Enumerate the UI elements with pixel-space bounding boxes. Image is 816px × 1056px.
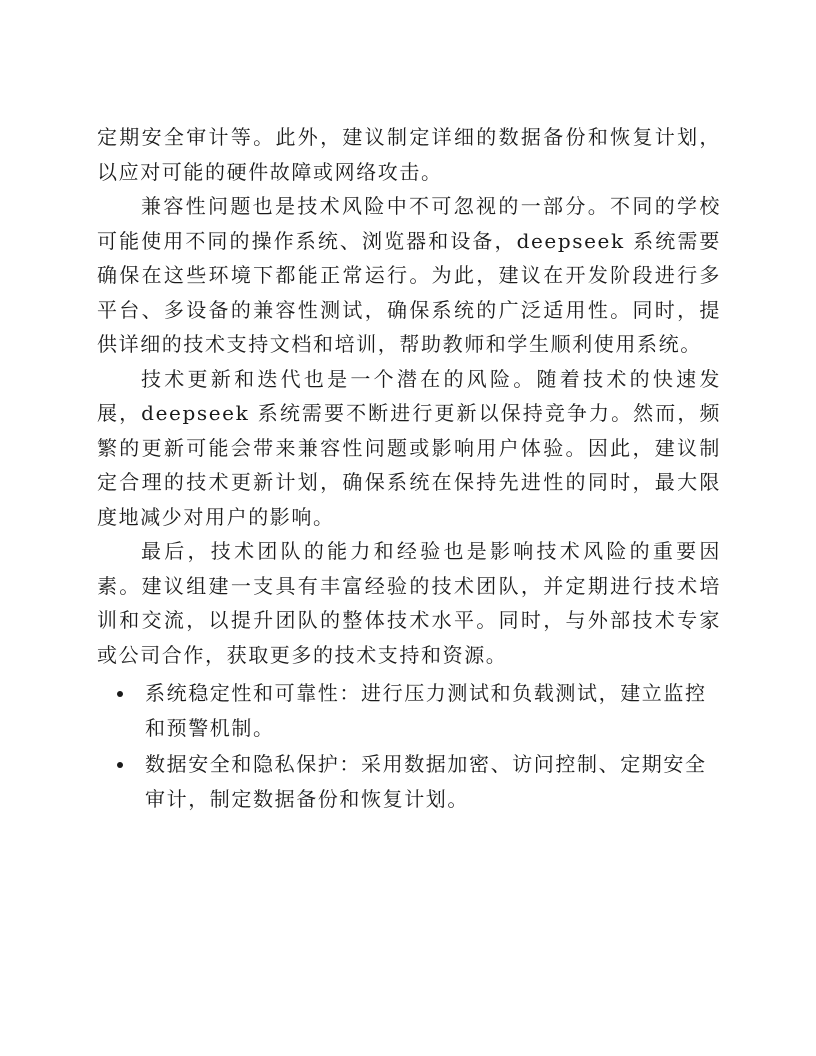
bullet-list — [97, 676, 721, 816]
bullet-text: 系统稳定性和可靠性：进行压力测试和负载测试，建立监控和预警机制。 — [145, 681, 707, 740]
paragraph-team: 最后，技术团队的能力和经验也是影响技术风险的重要因素。建议组建一支具有丰富经验的技术团队，并定期进行技术培训和交流，以提升团队的整体技术水平。同时，与外部技术专家或公司合作，获取更多的技术支持和资源。 — [97, 539, 721, 667]
bullet-item-security — [97, 747, 721, 816]
document-page — [97, 120, 721, 818]
paragraph-updates: 技术更新和迭代也是一个潜在的风险。随着技术的快速发展，deepseek 系统需要不断进行更新以保持竞争力。然而，频繁的更新可能会带来兼容性问题或影响用户体验。因此，建议制定合理的技术更新计划，确保系统在保持先进性的同时，最大限度地减少对用户的影响。 — [97, 366, 721, 529]
bullet-text: 数据安全和隐私保护：采用数据加密、访问控制、定期安全审计，制定数据备份和恢复计划。 — [145, 752, 707, 811]
paragraph-compatibility: 兼容性问题也是技术风险中不可忽视的一部分。不同的学校可能使用不同的操作系统、浏览器和设备，deepseek 系统需要确保在这些环境下都能正常运行。为此，建议在开发阶段进行多平台、多设备的兼容性测试，确保系统的广泛适用性。同时，提供详细的技术支持文档和培训，帮助教师和学生顺利使用系统。 — [97, 194, 721, 356]
bullet-dot-icon — [117, 762, 123, 768]
paragraph-continuation: 定期安全审计等。此外，建议制定详细的数据备份和恢复计划，以应对可能的硬件故障或网络攻击。 — [97, 125, 721, 184]
bullet-item-stability — [97, 676, 721, 745]
bullet-dot-icon — [117, 691, 123, 697]
